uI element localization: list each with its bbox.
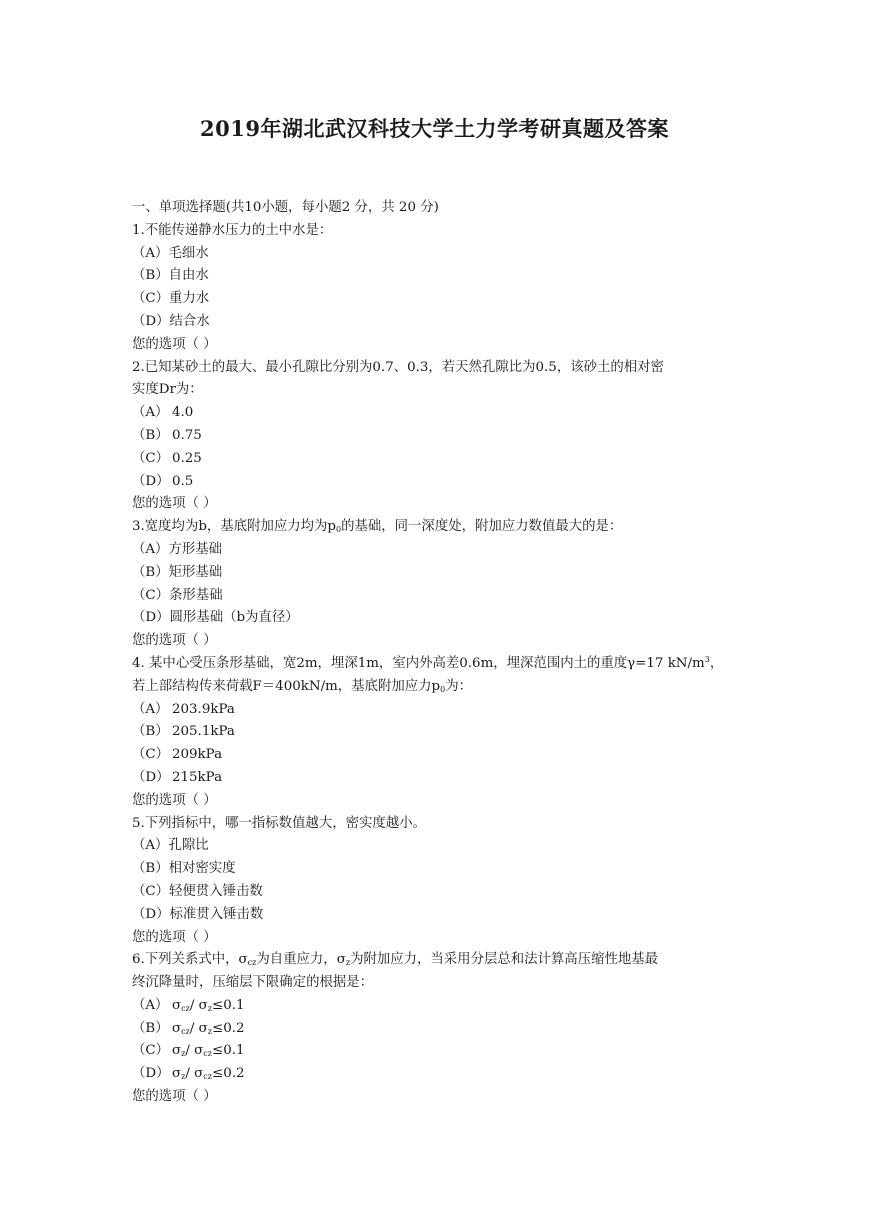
question-3-option-d[interactable]: （D）圆形基础（b为直径） [132, 610, 299, 626]
question-6-option-b[interactable] [132, 1018, 742, 1041]
question-2-stem-line-2: 实度Dr为： [132, 382, 203, 398]
sigma: σ [172, 1066, 182, 1082]
question-1-option-c[interactable]: （C）重力水 [132, 291, 210, 307]
question-4-option-a[interactable] [132, 699, 742, 722]
stem-text: 3.宽度均为b，基底附加应力均为p [132, 519, 336, 535]
option-label: （D） [132, 769, 170, 785]
option-label: （C） [132, 1043, 170, 1059]
stem-text: ， [709, 655, 724, 671]
subscript: z [181, 1049, 186, 1059]
question-4-answer[interactable]: 您的选项（ ） [132, 792, 217, 808]
ratio: ≤0.2 [212, 1020, 245, 1036]
option-label: （A） [132, 997, 169, 1013]
question-6-option-d[interactable] [132, 1063, 742, 1086]
question-5-answer[interactable]: 您的选项（ ） [132, 929, 217, 945]
subscript: z [207, 1003, 212, 1013]
question-1-option-b[interactable]: （B）自由水 [132, 268, 209, 284]
question-5-option-c[interactable]: （C）轻便贯入锤击数 [132, 883, 263, 899]
question-2-option-b[interactable] [132, 425, 742, 448]
question-1-option-d[interactable]: （D）结合水 [132, 313, 210, 329]
sigma: σ [172, 997, 182, 1013]
subscript: 0 [440, 684, 446, 694]
question-2-option-d[interactable] [132, 471, 742, 494]
subscript: cz [247, 958, 257, 968]
question-1-option-a[interactable]: （A）毛细水 [132, 245, 209, 261]
question-2-stem-line-1: 2.已知某砂土的最大、最小孔隙比分别为0.7、0.3，若天然孔隙比为0.5，该砂土的相对密 [132, 359, 664, 375]
question-3-option-b[interactable]: （B）矩形基础 [132, 564, 223, 580]
question-3-option-a[interactable]: （A）方形基础 [132, 541, 223, 557]
sigma: / σ [185, 1066, 204, 1082]
option-label: （C） [132, 450, 170, 466]
superscript: 3 [704, 654, 710, 664]
option-label: （B） [132, 1020, 169, 1036]
question-2-option-c[interactable] [132, 448, 742, 471]
stem-text: 6.下列关系式中，σ [132, 952, 248, 968]
subscript: z [345, 958, 351, 968]
question-3-stem [132, 516, 742, 539]
question-6-option-c[interactable] [132, 1040, 742, 1063]
sigma: / σ [189, 997, 208, 1013]
stem-text: 若上部结构传来荷载F＝400kN/m，基底附加应力p [132, 678, 441, 694]
subscript: cz [203, 1049, 212, 1059]
question-5-option-a[interactable]: （A）孔隙比 [132, 838, 209, 854]
question-3-answer[interactable]: 您的选项（ ） [132, 633, 217, 649]
question-6-option-a[interactable] [132, 995, 742, 1018]
question-4-option-d[interactable] [132, 767, 742, 790]
exam-content [132, 197, 742, 1109]
subscript: cz [181, 1003, 190, 1013]
option-value: 215kPa [172, 769, 223, 785]
question-1-answer[interactable]: 您的选项（ ） [132, 336, 217, 352]
question-4-stem-line-2 [132, 676, 742, 699]
option-value: 203.9kPa [172, 701, 235, 717]
option-label: （B） [132, 724, 169, 740]
ratio: ≤0.2 [212, 1066, 245, 1082]
stem-text: 为自重应力，σ [256, 952, 346, 968]
subscript: z [181, 1072, 186, 1082]
ratio: ≤0.1 [212, 997, 245, 1013]
stem-text: 的基础，同一深度处，附加应力数值最大的是： [341, 519, 623, 535]
stem-text: 为： [445, 678, 472, 694]
question-5-option-d[interactable]: （D）标准贯入锤击数 [132, 906, 264, 922]
question-6-stem-line-1 [132, 949, 742, 972]
question-6-stem-line-2: 终沉降量时，压缩层下限确定的根据是： [132, 975, 374, 991]
sigma: / σ [189, 1020, 208, 1036]
question-4-option-c[interactable] [132, 744, 742, 767]
option-label: （D） [132, 473, 170, 489]
subscript: z [207, 1026, 212, 1036]
question-2-option-a[interactable] [132, 402, 742, 425]
option-value: 4.0 [172, 405, 194, 421]
page-title: 2019年湖北武汉科技大学土力学考研真题及答案 [200, 116, 669, 141]
stem-text: 4. 某中心受压条形基础，宽2m，埋深1m，室内外高差0.6m，埋深范围内土的重度γ=17 kN/m [132, 655, 705, 671]
question-5-stem: 5.下列指标中，哪一指标数值越大，密实度越小。 [132, 815, 426, 831]
stem-text: 为附加应力，当采用分层总和法计算高压缩性地基最 [350, 952, 659, 968]
option-value: 0.75 [172, 427, 202, 443]
option-value: 205.1kPa [172, 724, 235, 740]
option-label: （A） [132, 701, 169, 717]
option-label: （C） [132, 747, 170, 763]
subscript: cz [181, 1026, 190, 1036]
option-value: 0.5 [172, 473, 194, 489]
subscript: 0 [336, 525, 342, 535]
section-heading: 一、单项选择题(共10小题，每小题2 分，共 20 分) [132, 200, 439, 215]
question-1-stem: 1.不能传递静水压力的土中水是： [132, 222, 333, 238]
option-label: （A） [132, 405, 169, 421]
option-value: 0.25 [172, 450, 202, 466]
option-value: 209kPa [172, 747, 223, 763]
question-5-option-b[interactable]: （B）相对密实度 [132, 861, 236, 877]
ratio: ≤0.1 [212, 1043, 245, 1059]
question-6-answer[interactable]: 您的选项（ ） [132, 1089, 217, 1105]
option-label: （B） [132, 427, 169, 443]
sigma: σ [172, 1020, 182, 1036]
option-label: （D） [132, 1066, 170, 1082]
sigma: / σ [185, 1043, 204, 1059]
subscript: cz [203, 1072, 212, 1082]
question-4-option-b[interactable] [132, 721, 742, 744]
sigma: σ [172, 1043, 182, 1059]
question-3-option-c[interactable]: （C）条形基础 [132, 587, 223, 603]
question-4-stem-line-1 [132, 653, 742, 676]
question-2-answer[interactable]: 您的选项（ ） [132, 496, 217, 512]
